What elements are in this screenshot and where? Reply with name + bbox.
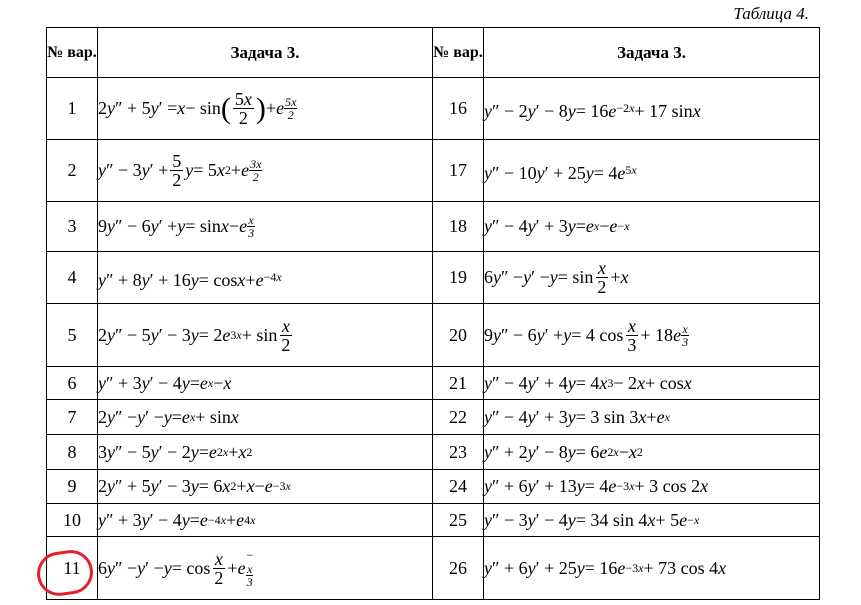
variant-number: 5 <box>47 304 98 367</box>
table-caption: Таблица 4. <box>733 4 809 23</box>
table-row <box>47 202 820 252</box>
table-row <box>47 304 820 367</box>
variant-number: 26 <box>433 537 484 600</box>
equation: 6 y ″ − y ′ − y = sin x 2 + x <box>484 252 820 304</box>
equation: 6 y ″ − y ′ − y = cos x 2 + e − x 3 <box>98 537 433 600</box>
equation: y ″ + 2 y ′ − 8 y = 6 e 2x − x 2 <box>484 435 820 470</box>
equation: y ″ + 6 y ′ + 25 y = 16 e −3x + 73 cos 4 x <box>484 537 820 600</box>
variant-number: 18 <box>433 202 484 252</box>
variant-number: 3 <box>47 202 98 252</box>
variant-number: 25 <box>433 504 484 537</box>
variant-number: 6 <box>47 367 98 400</box>
variant-number: 22 <box>433 400 484 435</box>
variant-number: 16 <box>433 78 484 140</box>
table-row <box>47 140 820 202</box>
equation: 2 y ″ − y ′ − y = e x + sin x <box>98 400 433 435</box>
equation: y ″ + 3 y ′ − 4 y = e x − x <box>98 367 433 400</box>
equation: y ″ − 4 y ′ + 4 y = 4 x 3 − 2 x + cos x <box>484 367 820 400</box>
table-row <box>47 537 820 600</box>
header-variant-left: № вар. <box>47 28 98 78</box>
variant-number: 8 <box>47 435 98 470</box>
variant-number: 2 <box>47 140 98 202</box>
equation: y ″ + 6 y ′ + 13 y = 4 e −3x + 3 cos 2 x <box>484 470 820 504</box>
table-row <box>47 504 820 537</box>
variant-number: 10 <box>47 504 98 537</box>
header-row <box>47 28 820 78</box>
equation: 9 y ″ − 6 y ′ + y = sin x − e x 3 <box>98 202 433 252</box>
equation: 9 y ″ − 6 y ′ + y = 4 cos x 3 + 18 e x 3 <box>484 304 820 367</box>
equations-table <box>46 27 820 600</box>
equation: 2 y ″ + 5 y ′ − 3 y = 6 x 2 + x − e −3x <box>98 470 433 504</box>
variant-number: 23 <box>433 435 484 470</box>
variant-number: 19 <box>433 252 484 304</box>
variant-number-highlighted: 11 <box>47 537 98 600</box>
variant-number: 4 <box>47 252 98 304</box>
table-row <box>47 78 820 140</box>
header-task-right: Задача 3. <box>484 28 820 78</box>
equation: y ″ − 3 y ′ − 4 y = 34 sin 4 x + 5 e −x <box>484 504 820 537</box>
table-row <box>47 400 820 435</box>
variant-number: 24 <box>433 470 484 504</box>
equation: y ″ − 4 y ′ + 3 y = 3 sin 3 x + e x <box>484 400 820 435</box>
equation: 2 y ″ + 5 y ′ = x − sin ( 5x 2 ) + e 5x 2 <box>98 78 433 140</box>
table-row <box>47 367 820 400</box>
equation: y ″ + 3 y ′ − 4 y = e −4x + e 4x <box>98 504 433 537</box>
variant-number: 20 <box>433 304 484 367</box>
equation: y ″ + 8 y ′ + 16 y = cos x + e −4x <box>98 252 433 304</box>
variant-number: 9 <box>47 470 98 504</box>
equation: y ″ − 10 y ′ + 25 y = 4 e 5x <box>484 140 820 202</box>
equation: 2 y ″ − 5 y ′ − 3 y = 2 e 3x + sin x 2 <box>98 304 433 367</box>
equation: y ″ − 4 y ′ + 3 y = e x − e −x <box>484 202 820 252</box>
equation: 3 y ″ − 5 y ′ − 2 y = e 2x + x 2 <box>98 435 433 470</box>
equation: y ″ − 3 y ′ + 5 2 y = 5 x 2 + e 3x 2 <box>98 140 433 202</box>
header-variant-right: № вар. <box>433 28 484 78</box>
variant-number: 21 <box>433 367 484 400</box>
variant-number: 17 <box>433 140 484 202</box>
equation: y ″ − 2 y ′ − 8 y = 16 e −2x + 17 sin x <box>484 78 820 140</box>
header-task-left: Задача 3. <box>98 28 433 78</box>
table-row <box>47 435 820 470</box>
table-row <box>47 252 820 304</box>
variant-number: 7 <box>47 400 98 435</box>
variant-number: 1 <box>47 78 98 140</box>
table-row <box>47 470 820 504</box>
